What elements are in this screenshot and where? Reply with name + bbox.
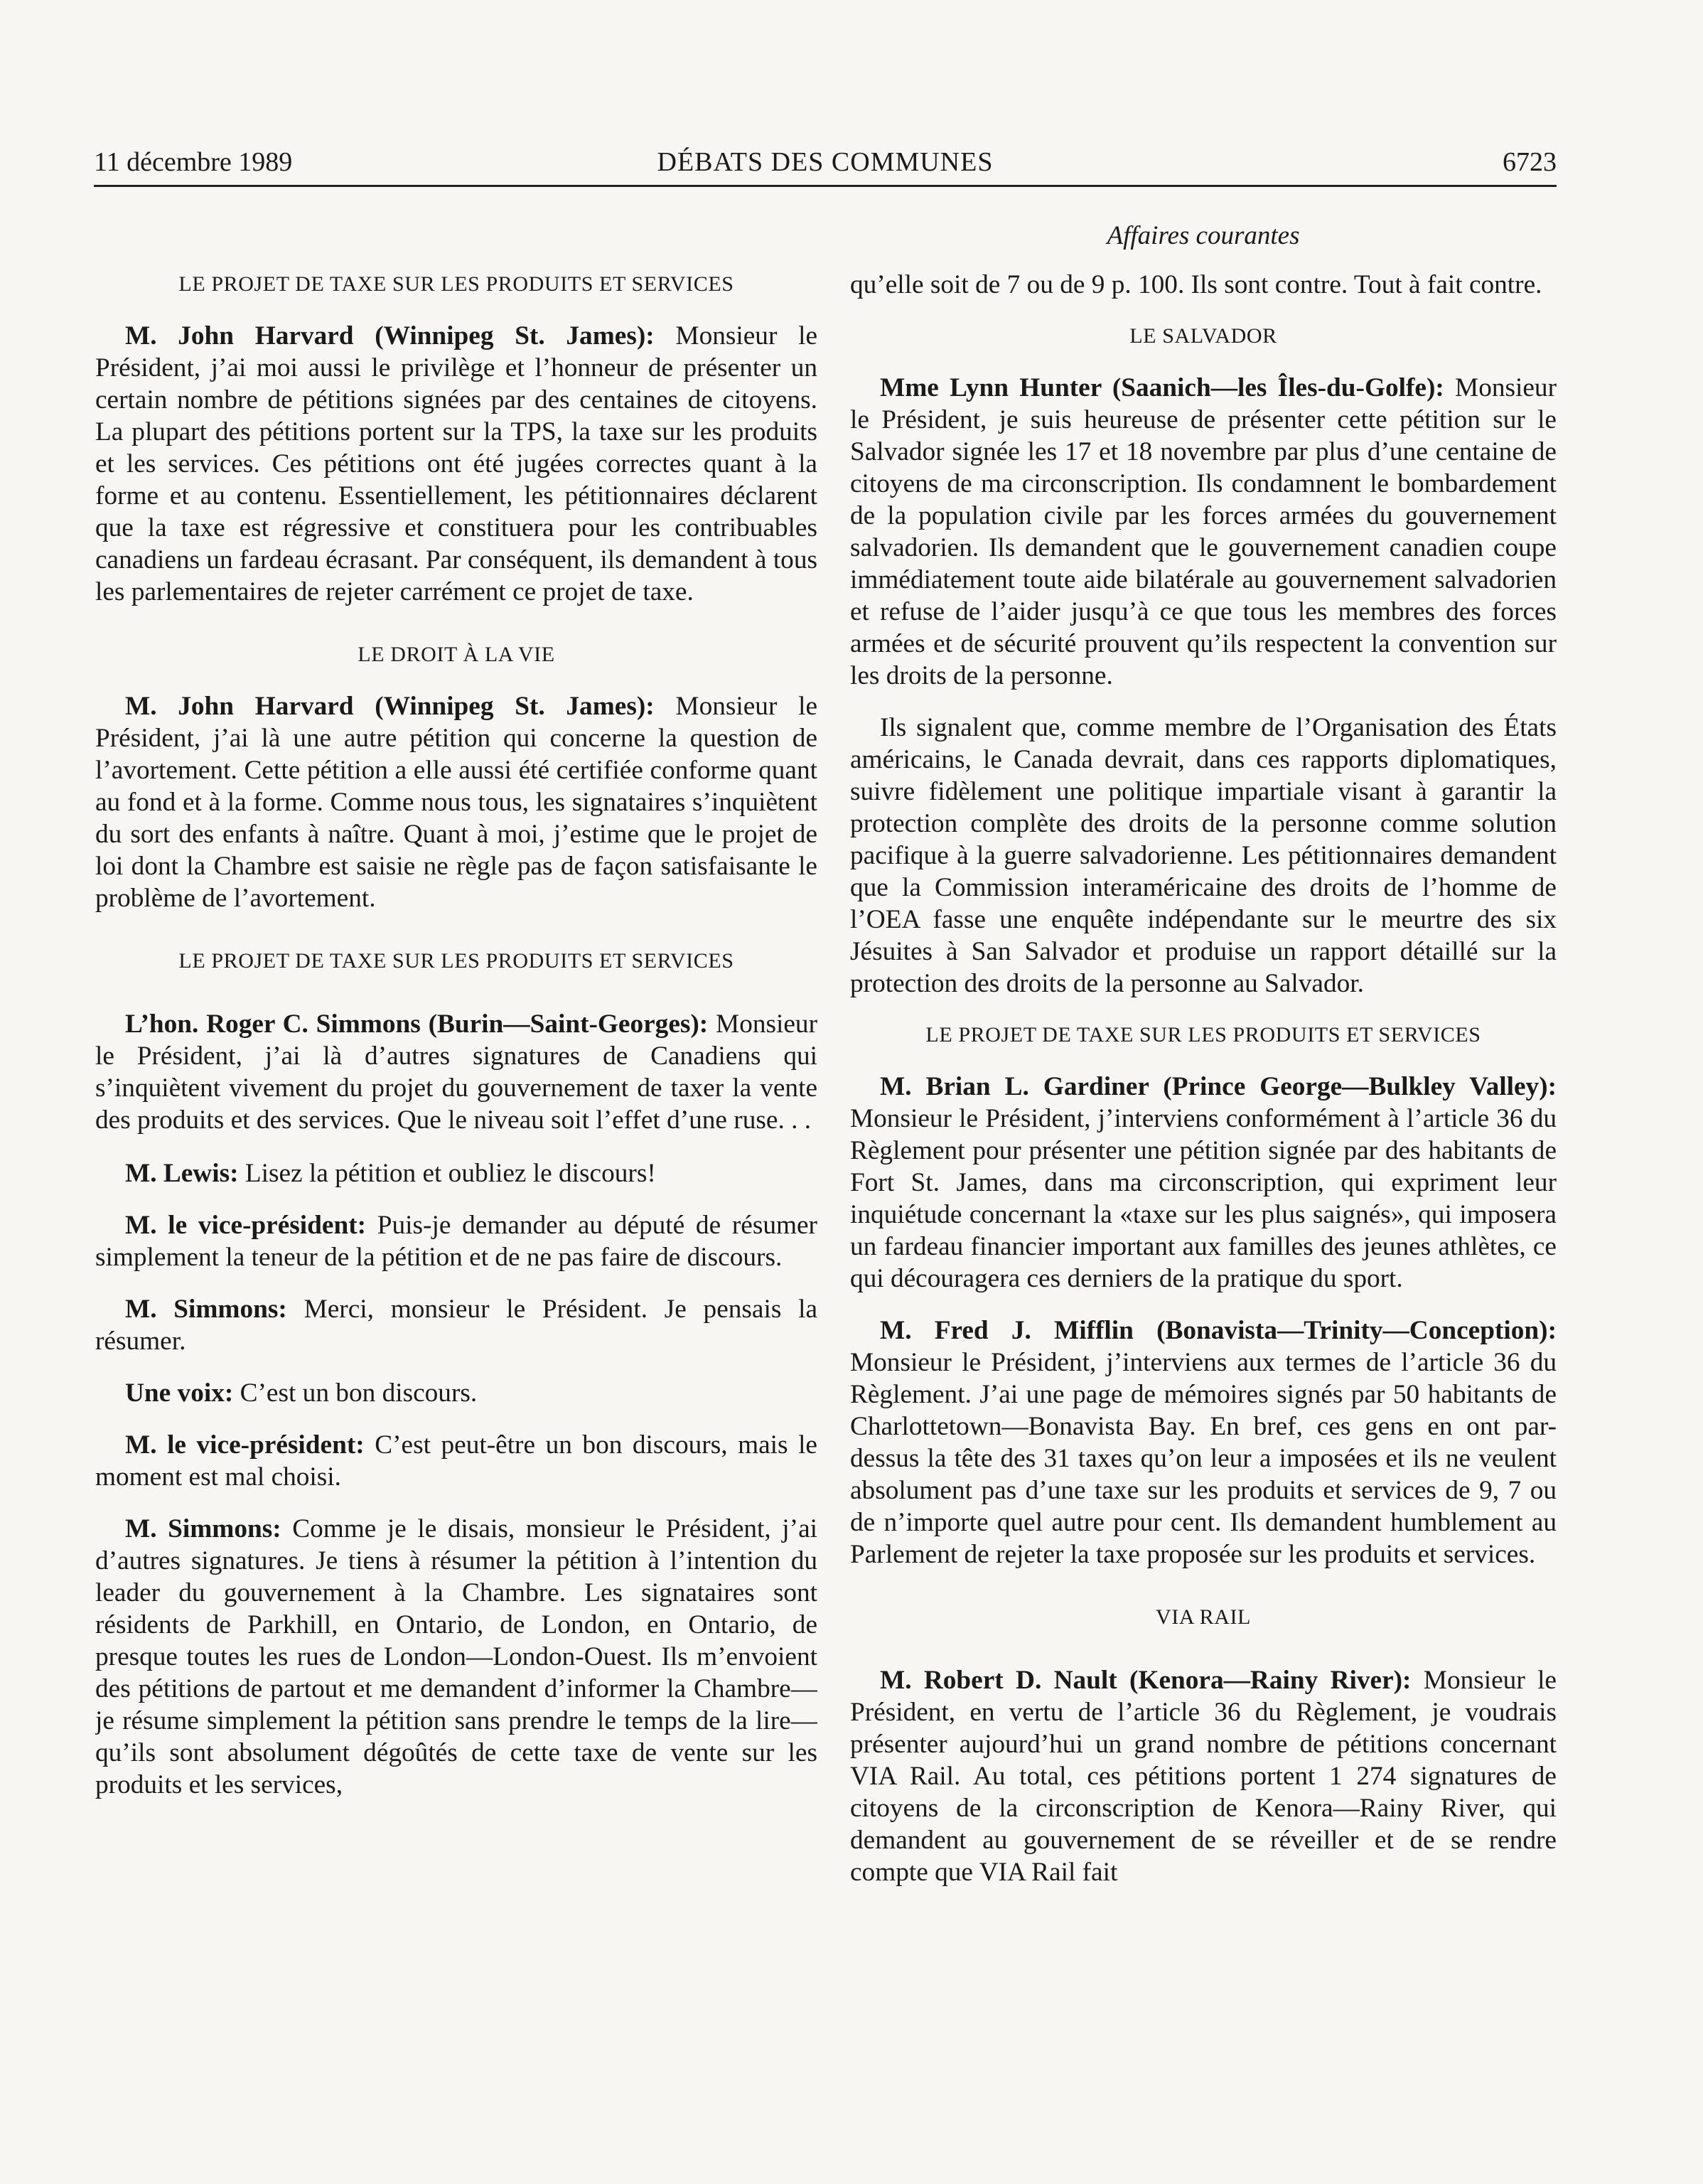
header-title: DÉBATS DES COMMUNES <box>657 147 994 177</box>
speaker-name: L’hon. Roger C. Simmons (Burin—Saint-Georges): <box>125 1010 709 1039</box>
interjection-paragraph <box>95 1377 817 1409</box>
section-heading: LE PROJET DE TAXE SUR LES PRODUITS ET SERVICES <box>925 1023 1481 1046</box>
section-heading: LE PROJET DE TAXE SUR LES PRODUITS ET SERVICES <box>178 949 734 973</box>
header-date: 11 décembre 1989 <box>94 147 293 177</box>
petition-paragraph: Ils signalent que, comme membre de l’Organisation des États américains, le Canada devrait, dans ces rapports diplomatiques, suivre fidèlement une politique impartiale visant à garantir la protection complète des droits de la personne comme solution pacifique à la guerre salvadorienne. Les pétitionnaires demandent que la Commission interaméricaine des droits de l’homme de l’OEA fasse une enquête indépendante sur le meurtre des six Jésuites à San Salvador et produise un rapport détaillé sur la protection des droits de la personne au Salvador. <box>850 713 1557 998</box>
speaker-name: M. Lewis: <box>125 1159 239 1188</box>
running-head: Affaires courantes <box>1107 221 1300 250</box>
speaker-name: M. Simmons: <box>125 1514 281 1543</box>
paragraph-text: Monsieur le Président, je suis heureuse de présenter cette pétition sur le Salvador signée les 17 et 18 novembre par plus d’une centaine de citoyens de ma circonscription. Ils condamnent le bombardement de la population civile par les forces armées du gouvernement salvadorien. Ils demandent que le gouvernement canadien coupe immédiatement toute aide bilatérale au gouvernement salvadorien et refuse de l’aider jusqu’à ce que tous les membres des forces armées et de sécurité prouvent qu’ils respectent la convention sur les droits de la personne. <box>850 373 1557 690</box>
petition-paragraph <box>95 320 817 608</box>
section-heading: LE DROIT À LA VIE <box>358 643 555 666</box>
speaker-name: M. Simmons: <box>125 1295 287 1324</box>
interjection-paragraph <box>95 1209 817 1273</box>
speaker-name: M. Fred J. Mifflin (Bonavista—Trinity—Conception): <box>880 1316 1557 1345</box>
paragraph-text: Lisez la pétition et oubliez le discours! <box>238 1159 656 1188</box>
interjection-paragraph <box>95 1157 817 1189</box>
petition-paragraph <box>95 1008 817 1136</box>
speaker-name: M. Robert D. Nault (Kenora—Rainy River): <box>880 1666 1412 1695</box>
paragraph-text: Monsieur le Président, j’ai moi aussi le privilège et l’honneur de présenter un certain nombre de pétitions signées par des centaines de citoyens. La plupart des pétitions portent sur la TPS, la taxe sur les produits et les services. Ces pétitions ont été jugées correctes quant à la forme et au contenu. Essentiellement, les pétitionnaires déclarent que la taxe est régressive et constituera pour les contribuables canadiens un fardeau écrasant. Par conséquent, ils demandent à tous les parlementaires de rejeter carrément ce projet de taxe. <box>95 321 817 606</box>
header-page-number: 6723 <box>1503 147 1557 177</box>
paragraph-text: Puis-je demander au député de résumer simplement la teneur de la pétition et de ne pas faire de discours. <box>95 1211 817 1272</box>
section-heading: LE SALVADOR <box>1129 324 1277 348</box>
left-column <box>95 264 817 2141</box>
paragraph-text: Comme je le disais, monsieur le Président, j’ai d’autres signatures. Je tiens à résumer la pétition à l’intention du leader du gouvernement à la Chambre. Les signataires sont résidents de Parkhill, en Ontario, de London, en Ontario, de presque toutes les rues de London—London-Ouest. Ils m’envoient des pétitions de partout et me demandent d’informer la Chambre—je résume simplement la pétition sans prendre le temps de la lire—qu’ils sont absolument dégoûtés de cette taxe de vente sur les produits et les services, <box>95 1514 817 1799</box>
speaker-name: M. le vice-président: <box>125 1211 367 1240</box>
section-heading: LE PROJET DE TAXE SUR LES PRODUITS ET SERVICES <box>178 272 734 296</box>
speaker-name: Mme Lynn Hunter (Saanich—les Îles-du-Golfe): <box>880 373 1444 402</box>
paragraph-text: Monsieur le Président, en vertu de l’article 36 du Règlement, je voudrais présenter aujourd’hui un grand nombre de pétitions concernant VIA Rail. Au total, ces pétitions portent 1 274 signatures de citoyens de la circonscription de Kenora—Rainy River, qui demandent au gouvernement de se réveiller et de se rendre compte que VIA Rail fait <box>850 1666 1557 1887</box>
speaker-name: M. le vice-président: <box>125 1430 365 1460</box>
continued-paragraph: qu’elle soit de 7 ou de 9 p. 100. Ils sont contre. Tout à fait contre. <box>850 270 1542 299</box>
interjection-paragraph <box>95 1293 817 1357</box>
speaker-name: M. Brian L. Gardiner (Prince George—Bulkley Valley): <box>880 1072 1557 1101</box>
interjection-paragraph <box>95 1429 817 1493</box>
section-heading: VIA RAIL <box>1156 1605 1251 1629</box>
petition-paragraph <box>95 1513 817 1801</box>
paragraph-text: Monsieur le Président, j’ai là d’autres signatures de Canadiens qui s’inquiètent vivement du projet du gouvernement de taxer la vente des produits et des services. Que le niveau soit l’effet d’une ruse. . . <box>95 1010 817 1135</box>
paragraph-text: Merci, monsieur le Président. Je pensais la résumer. <box>95 1295 817 1356</box>
petition-paragraph <box>95 690 817 914</box>
speaker-name: M. John Harvard (Winnipeg St. James): <box>125 692 655 721</box>
paragraph-text: C’est un bon discours. <box>233 1379 478 1408</box>
petition-paragraph <box>850 1071 1557 1295</box>
petition-paragraph <box>850 372 1557 692</box>
paragraph-text: Monsieur le Président, j’ai là une autre pétition qui concerne la question de l’avortement. Cette pétition a elle aussi été certifiée conforme quant au fond et à la forme. Comme nous tous, les signataires s’inquiètent du sort des enfants à naître. Quant à moi, j’estime que le projet de loi dont la Chambre est saisie ne règle pas de façon satisfaisante le problème de l’avortement. <box>95 692 817 913</box>
page-header <box>94 145 1557 187</box>
paragraph-text: Monsieur le Président, j’interviens conformément à l’article 36 du Règlement pour présenter une pétition signée par des habitants de Fort St. James, dans ma circonscription, qui expriment leur inquiétude concernant la «taxe sur les plus saignés», qui imposera un fardeau financier important aux familles des jeunes athlètes, ce qui découragera ces derniers de la pratique du sport. <box>850 1104 1557 1293</box>
paragraph-text: Monsieur le Président, j’interviens aux termes de l’article 36 du Règlement. J’ai une page de mémoires signés par 50 habitants de Charlottetown—Bonavista Bay. En bref, ces gens en ont par-dessus la tête des 31 taxes qu’on leur a imposées et ils ne veulent absolument pas d’une taxe sur les produits et services de 9, 7 ou de n’importe quel autre pour cent. Ils demandent humblement au Parlement de rejeter la taxe proposée sur les produits et services. <box>850 1348 1557 1569</box>
petition-paragraph <box>850 1315 1557 1570</box>
speaker-name: Une voix: <box>125 1379 234 1408</box>
paragraph-text: C’est peut-être un bon discours, mais le moment est mal choisi. <box>95 1430 817 1492</box>
right-column <box>850 269 1557 2146</box>
speaker-name: M. John Harvard (Winnipeg St. James): <box>125 321 655 350</box>
petition-paragraph <box>850 1664 1557 1888</box>
